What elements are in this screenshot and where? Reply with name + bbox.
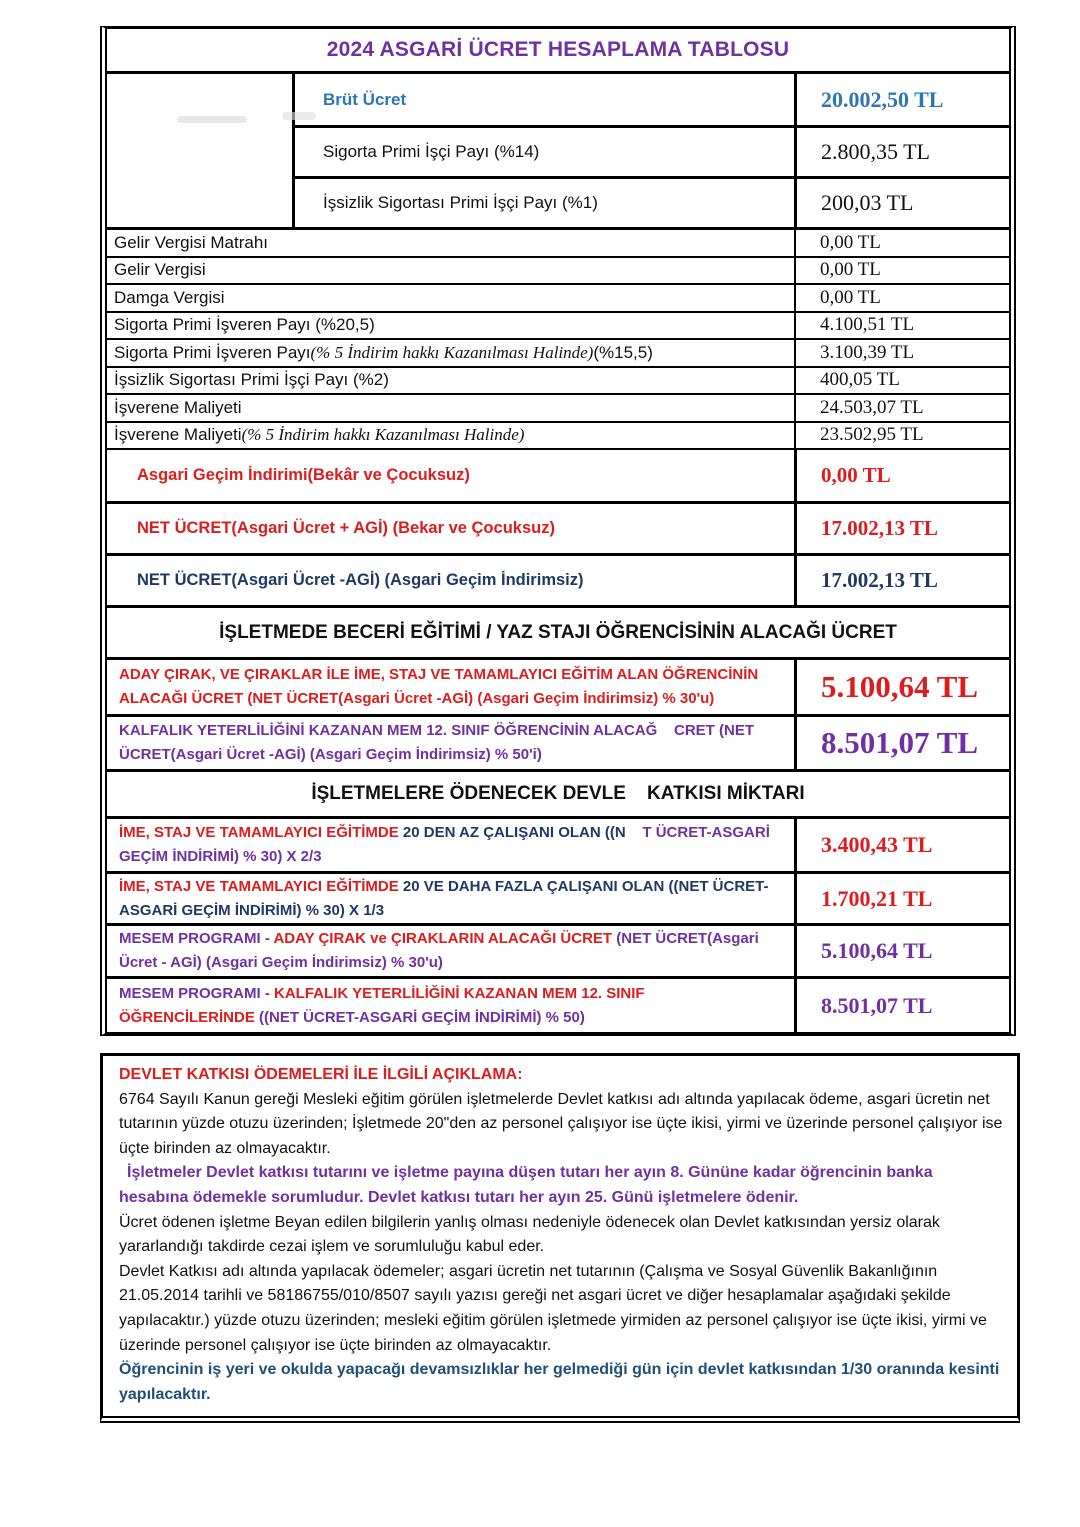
segment-purple: ((NET ÜCRET-ASGARİ GEÇİM İNDİRİMİ) % 50) bbox=[259, 1008, 585, 1026]
section-header-staj-ucreti: İŞLETMEDE BECERİ EĞİTİMİ / YAZ STAJI ÖĞRENCİSİNİN ALACAĞI ÜCRET bbox=[107, 608, 1009, 660]
table-row-ime-20-ve-fazla bbox=[107, 874, 1009, 926]
row-label bbox=[107, 874, 794, 923]
row-label-text: Sigorta Primi İşveren Payı bbox=[114, 342, 311, 362]
row-value: 0,00 TL bbox=[794, 230, 1009, 256]
row-value: 400,05 TL bbox=[794, 368, 1009, 394]
segment-navy: 20 VE DAHA FAZLA ÇALIŞANI OLAN ((NET ÜCRET-ASGARİ GEÇİM İNDİRİMİ) % 30) X 1/3 bbox=[119, 877, 769, 919]
row-label-text: İşverene Maliyeti bbox=[114, 397, 242, 417]
row-label-text: Damga Vergisi bbox=[114, 287, 225, 307]
scan-smudge bbox=[282, 112, 316, 120]
note-paragraph-3: Ücret ödenen işletme Beyan edilen bilgilerin yanlış olması nedeniyle ödenecek olan Devlet katkısından yersiz olarak yararlandığı takdirde cezai işlem ve sorumluluğu kabul eder. bbox=[119, 1213, 940, 1256]
table-row-aday-cirak-ucreti bbox=[107, 660, 1009, 717]
row-value: 1.700,21 TL bbox=[794, 874, 1009, 923]
table-row-kalfalik-ucreti bbox=[107, 717, 1009, 772]
devlet-katkisi-note-box bbox=[100, 1053, 1020, 1423]
segment-navy: 20 DEN AZ ÇALIŞANI OLAN ((N bbox=[402, 824, 643, 841]
row-label bbox=[107, 979, 794, 1032]
row-label-text: KALFALIK YETERLİLİĞİNİ KAZANAN MEM 12. SINIF ÖĞRENCİNİN ALACAĞ CRET (NET ÜCRET(Asgari Ücret -AGİ) (Asgari Geçim İndirimsiz) % 50'i) bbox=[119, 722, 759, 763]
row-label bbox=[107, 423, 794, 449]
row-label: NET ÜCRET(Asgari Ücret + AGİ) (Bekar ve Çocuksuz) bbox=[137, 519, 555, 537]
table-row-net-ucret-arti-agi bbox=[107, 504, 1009, 556]
row-value: 0,00 TL bbox=[794, 285, 1009, 311]
row-label: İşsizlik Sigortası Primi İşçi Payı (%1) bbox=[323, 193, 598, 212]
table-row-gelir-vergisi-matrahi bbox=[107, 230, 1009, 258]
segment-purple: MESEM PROGRAMI - bbox=[119, 930, 274, 947]
row-label-text: İşsizlik Sigortası Primi İşçi Payı (%2) bbox=[114, 370, 389, 390]
table-row-mesem-aday-cirak bbox=[107, 926, 1009, 979]
row-label bbox=[107, 926, 794, 976]
row-label-italic: (% 5 İndirim hakkı Kazanılması Halinde) bbox=[310, 342, 594, 362]
segment-red: KALFALIK YETERLİLİĞİNİ KAZANAN MEM 12. SINIF ÖĞRENCİLERİNDE bbox=[119, 984, 649, 1026]
row-value: 23.502,95 TL bbox=[794, 423, 1009, 449]
row-value: 0,00 TL bbox=[794, 450, 1009, 501]
row-value: 17.002,13 TL bbox=[794, 556, 1009, 605]
row-value: 5.100,64 TL bbox=[794, 660, 1009, 714]
segment-red: İME, STAJ VE TAMAMLAYICI EĞİTİMDE bbox=[119, 824, 403, 841]
table-row-brut-ucret bbox=[295, 74, 1009, 125]
row-label bbox=[107, 313, 794, 339]
row-value: 3.400,43 TL bbox=[794, 819, 1009, 871]
table-row-sigorta-isci bbox=[295, 125, 1009, 176]
segment-purple: T ÜCRET-ASGARİ GEÇİM İNDİRİMİ) % 30) X 2/3 bbox=[119, 824, 775, 865]
row-label: Brüt Ücret bbox=[323, 89, 407, 109]
note-paragraph-4: Devlet Katkısı adı altında yapılacak ödemeler; asgari ücretin net tutarının (Çalışma ve Sosyal Güvenlik Bakanlığının 21.05.2014 tarihli ve 58186755/010/8507 sayılı yazısı gereği net asgari ücret ve diğer hesaplamalar aşağıdaki şekilde yapılacaktır.) yüzde otuzu üzerinden; mesleki eğitim görülen işletmede yirmiden az personel çalışıyor ise üçte ikisi, yirmi ve üzerinde personel çalışıyor ise üçte birinden az olmayacaktır. bbox=[119, 1262, 987, 1354]
row-value: 17.002,13 TL bbox=[794, 504, 1009, 553]
row-label-text bbox=[119, 821, 784, 869]
row-label bbox=[107, 285, 794, 311]
note-heading: DEVLET KATKISI ÖDEMELERİ İLE İLGİLİ AÇIKLAMA: bbox=[119, 1066, 523, 1083]
row-value: 4.100,51 TL bbox=[794, 313, 1009, 339]
row-label bbox=[107, 660, 794, 714]
row-label-text: Sigorta Primi İşveren Payı (%20,5) bbox=[114, 315, 375, 335]
row-value: 8.501,07 TL bbox=[794, 979, 1009, 1032]
row-label: Asgari Geçim İndirimi(Bekâr ve Çocuksuz) bbox=[137, 466, 470, 484]
table-row-sigorta-isveren-indirimli bbox=[107, 340, 1009, 368]
segment-red: ADAY ÇIRAK ve ÇIRAKLARIN ALACAĞI ÜCRET bbox=[273, 930, 617, 947]
gross-wage-block bbox=[107, 74, 1009, 230]
row-value: 2.800,35 TL bbox=[794, 128, 1009, 176]
row-value: 200,03 TL bbox=[794, 179, 1009, 227]
row-label bbox=[107, 368, 794, 394]
segment-red: İME, STAJ VE TAMAMLAYICI EĞİTİMDE bbox=[119, 877, 403, 895]
row-value: 8.501,07 TL bbox=[794, 717, 1009, 769]
row-label bbox=[107, 819, 794, 871]
row-value: 0,00 TL bbox=[794, 258, 1009, 284]
empty-merged-cell bbox=[107, 74, 295, 227]
row-label bbox=[107, 717, 794, 769]
row-value: 20.002,50 TL bbox=[794, 74, 1009, 125]
table-row-gelir-vergisi bbox=[107, 258, 1009, 286]
segment-purple: (NET ÜCRET(Asgari Ücret - AGİ) (Asgari Geçim İndirimsiz) % 30'u) bbox=[119, 930, 763, 971]
row-label-text bbox=[119, 927, 784, 975]
row-value: 24.503,07 TL bbox=[794, 395, 1009, 421]
gross-rows bbox=[295, 74, 1009, 227]
row-value: 5.100,64 TL bbox=[794, 926, 1009, 976]
table-row-damga-vergisi bbox=[107, 285, 1009, 313]
row-label-text bbox=[119, 982, 784, 1030]
segment-purple: MESEM PROGRAMI - bbox=[119, 984, 275, 1002]
row-label-text: Gelir Vergisi bbox=[114, 260, 206, 280]
row-label: Sigorta Primi İşçi Payı (%14) bbox=[323, 142, 540, 161]
table-row-net-ucret-eksi-agi bbox=[107, 556, 1009, 608]
table-row-ime-20den-az bbox=[107, 819, 1009, 874]
table-row-sigorta-isveren bbox=[107, 313, 1009, 341]
row-label-text: Gelir Vergisi Matrahı bbox=[114, 232, 268, 252]
row-label bbox=[107, 395, 794, 421]
note-paragraph-2: İşletmeler Devlet katkısı tutarını ve işletme payına düşen tutarı her ayın 8. Gününe kadar öğrencinin banka hesabına ödemekle sorumludur. Devlet katkısı tutarı her ayın 25. Günü işletmelere ödenir. bbox=[119, 1164, 933, 1206]
note-paragraph-1: 6764 Sayılı Kanun gereği Mesleki eğitim görülen işletmelerde Devlet katkısı adı altında yapılacak ödeme, asgari ücretin net tutarının yüzde otuzu üzerinden; İşletmede 20"den az personel çalışıyor ise üçte ikisi, yirmi ve üzerinde personel çalışıyor ise üçte birinden az olmayacaktır. bbox=[119, 1090, 1003, 1157]
row-label-text: ADAY ÇIRAK, VE ÇIRAKLAR İLE İME, STAJ VE TAMAMLAYICI EĞİTİM ALAN ÖĞRENCİNİN ALACAĞI ÜCRET (NET ÜCRET(Asgari Ücret -AGİ) (Asgari Geçim İndirimsiz) % 30'u) bbox=[119, 666, 762, 707]
row-label bbox=[107, 340, 794, 366]
table-row-mesem-kalfalik bbox=[107, 979, 1009, 1032]
row-label-text: İşverene Maliyeti bbox=[114, 425, 242, 445]
table-title: 2024 ASGARİ ÜCRET HESAPLAMA TABLOSU bbox=[107, 29, 1009, 74]
note-paragraph-5: Öğrencinin iş yeri ve okulda yapacağı devamsızlıklar her gelmediği gün için devlet katkısından 1/30 oranında kesinti yapılacaktır. bbox=[119, 1361, 1000, 1403]
row-label: NET ÜCRET(Asgari Ücret -AGİ) (Asgari Geçim İndirimsiz) bbox=[137, 571, 584, 589]
section-header-devlet-katkisi: İŞLETMELERE ÖDENECEK DEVLE KATKISI MİKTARI bbox=[107, 772, 1009, 819]
row-label bbox=[107, 230, 794, 256]
table-row-issizlik-isci bbox=[295, 176, 1009, 227]
table-row-agi bbox=[107, 450, 1009, 504]
row-label-text bbox=[119, 875, 784, 923]
table-row-isverene-maliyeti bbox=[107, 395, 1009, 423]
wage-calculation-table bbox=[100, 26, 1016, 1036]
row-label bbox=[107, 258, 794, 284]
row-label-suffix: (%15,5) bbox=[593, 342, 653, 362]
row-value: 3.100,39 TL bbox=[794, 340, 1009, 366]
scan-smudge bbox=[177, 116, 247, 123]
row-label-italic: (% 5 İndirim hakkı Kazanılması Halinde) bbox=[241, 425, 525, 445]
table-row-issizlik-sigortasi bbox=[107, 368, 1009, 396]
table-row-isverene-maliyeti-indirimli bbox=[107, 423, 1009, 451]
